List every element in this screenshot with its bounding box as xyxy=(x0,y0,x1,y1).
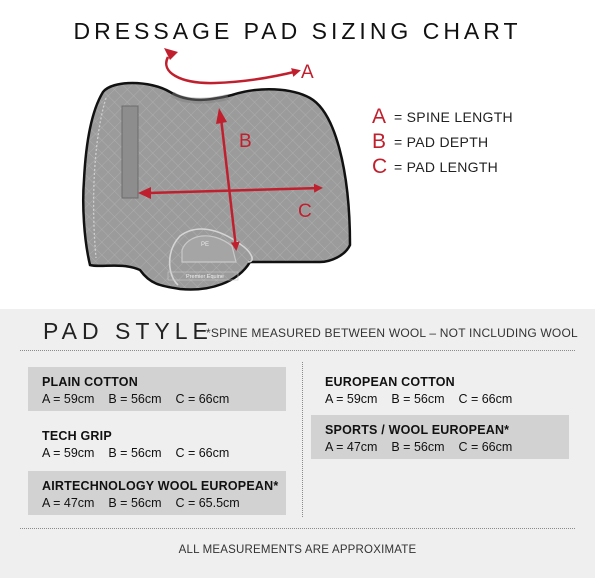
measure-a: A = 47cm xyxy=(42,496,95,510)
pad-card-airtechnology xyxy=(28,471,286,515)
measure-c: C = 66cm xyxy=(175,446,230,460)
legend-letter: A xyxy=(372,104,387,128)
pad-style-name: SPORTS / WOOL EUROPEAN* xyxy=(325,423,510,437)
measure-c: C = 66cm xyxy=(458,392,513,406)
pad-card-sports-wool xyxy=(311,415,569,459)
measure-b: B = 56cm xyxy=(391,440,445,454)
measure-b: B = 56cm xyxy=(391,392,445,406)
legend-row-b xyxy=(372,129,513,154)
pad-card-european-cotton xyxy=(311,367,569,411)
measure-c: C = 66cm xyxy=(175,392,230,406)
pad-style-heading: PAD STYLE xyxy=(43,318,213,344)
legend-text: = PAD DEPTH xyxy=(394,133,489,150)
pad-card-tech-grip xyxy=(28,421,286,465)
brand-text: Premier Equine xyxy=(186,274,224,280)
divider-column xyxy=(302,362,303,517)
measure-b: B = 56cm xyxy=(108,496,162,510)
pad-card-plain-cotton xyxy=(28,367,286,411)
pad-style-name: AIRTECHNOLOGY WOOL EUROPEAN* xyxy=(42,479,279,493)
pad-measurements xyxy=(42,392,229,406)
diagram-label-a: A xyxy=(301,62,314,83)
legend-text: = PAD LENGTH xyxy=(394,158,499,175)
measure-a: A = 59cm xyxy=(42,446,95,460)
divider-bottom xyxy=(20,528,575,529)
measure-c: C = 66cm xyxy=(458,440,513,454)
measure-b: B = 56cm xyxy=(108,446,162,460)
measure-b: B = 56cm xyxy=(108,392,162,406)
pad-measurements xyxy=(325,392,512,406)
pad-style-name: EUROPEAN COTTON xyxy=(325,375,455,389)
pad-style-name: TECH GRIP xyxy=(42,429,112,443)
spine-note: *SPINE MEASURED BETWEEN WOOL – NOT INCLUDING WOOL xyxy=(206,326,578,340)
measure-a: A = 59cm xyxy=(42,392,95,406)
legend-letter: B xyxy=(372,129,387,153)
pad-style-name: PLAIN COTTON xyxy=(42,375,138,389)
diagram-label-c: C xyxy=(298,201,312,222)
page-title: DRESSAGE PAD SIZING CHART xyxy=(73,18,522,44)
brand-logo-mark: PE xyxy=(200,242,210,248)
measurement-legend xyxy=(372,104,513,179)
measure-a: A = 47cm xyxy=(325,440,378,454)
measure-a: A = 59cm xyxy=(325,392,378,406)
pad-measurements xyxy=(42,446,229,460)
pad-measurements xyxy=(42,496,240,510)
legend-row-a xyxy=(372,104,513,129)
pad-measurements xyxy=(325,440,512,454)
divider-top xyxy=(20,350,575,351)
arrow-a-spine-length xyxy=(166,57,298,83)
diagram-label-b: B xyxy=(239,131,252,152)
measure-c: C = 65.5cm xyxy=(175,496,240,510)
legend-row-c xyxy=(372,154,513,179)
legend-letter: C xyxy=(372,154,388,178)
girth-strap xyxy=(122,106,138,198)
legend-text: = SPINE LENGTH xyxy=(394,108,513,125)
footer-note: ALL MEASUREMENTS ARE APPROXIMATE xyxy=(178,544,417,556)
